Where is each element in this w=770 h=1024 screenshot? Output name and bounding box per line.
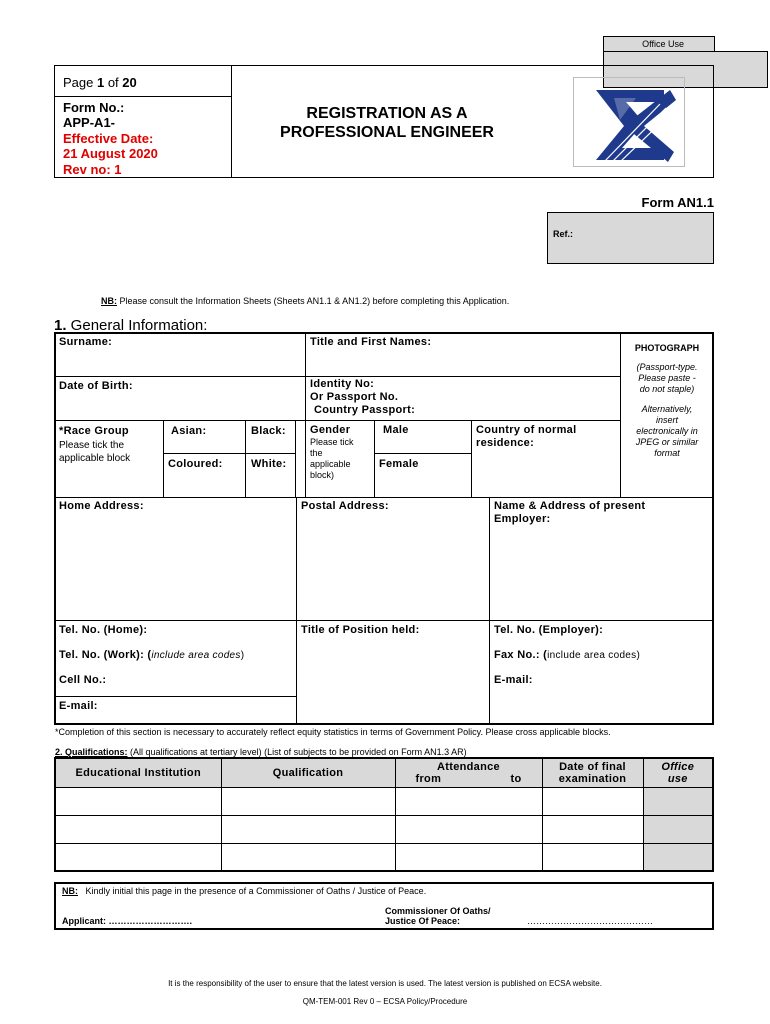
table-row bbox=[55, 787, 713, 815]
ref-field[interactable] bbox=[547, 212, 714, 264]
applicant-signature[interactable]: Applicant: ………………………. bbox=[62, 916, 192, 926]
race-white-option[interactable]: White: bbox=[251, 458, 287, 470]
page-title: REGISTRATION AS A PROFESSIONAL ENGINEER bbox=[280, 105, 494, 141]
gender-male-option[interactable]: Male bbox=[383, 424, 409, 436]
office-use-header bbox=[603, 36, 715, 52]
email-label: E-mail: bbox=[59, 700, 98, 712]
col-office-use: Office use bbox=[643, 758, 713, 787]
qual-cell[interactable] bbox=[395, 815, 542, 843]
cell-label: Cell No.: bbox=[59, 674, 107, 686]
email-employer-label: E-mail: bbox=[494, 674, 533, 686]
commissioner-label: Commissioner Of Oaths/ Justice Of Peace: bbox=[385, 906, 491, 926]
race-tick-hint: Please tick the applicable block bbox=[59, 440, 131, 464]
postal-address-label: Postal Address: bbox=[301, 500, 389, 512]
qual-cell[interactable] bbox=[395, 787, 542, 815]
ref-label: Ref.: bbox=[553, 229, 573, 239]
col-institution: Educational Institution bbox=[55, 758, 221, 787]
postal-address-input[interactable] bbox=[298, 514, 488, 618]
office-cell bbox=[643, 843, 713, 871]
effective-date-label: Effective Date: bbox=[63, 131, 154, 146]
race-group-label: *Race Group bbox=[59, 425, 129, 437]
commissioner-nb: NB: Kindly initial this page in the presence of a Commissioner of Oaths / Justice of Peace. bbox=[62, 886, 427, 896]
gender-female-option[interactable]: Female bbox=[379, 458, 419, 470]
qual-cell[interactable] bbox=[55, 815, 221, 843]
table-row bbox=[55, 815, 713, 843]
gender-tick-hint: Please tick the applicable block) bbox=[310, 437, 354, 480]
section1-heading: 1. General Information: bbox=[54, 317, 208, 334]
effective-date-value: 21 August 2020 bbox=[63, 146, 158, 161]
col-qualification: Qualification bbox=[221, 758, 395, 787]
office-use-label: Office Use bbox=[642, 39, 684, 49]
form-code: Form AN1.1 bbox=[641, 195, 714, 210]
col-attendance: Attendance from to bbox=[395, 758, 542, 787]
home-address-input[interactable] bbox=[56, 514, 294, 618]
qual-cell[interactable] bbox=[542, 815, 643, 843]
race-coloured-option[interactable]: Coloured: bbox=[168, 458, 223, 470]
qual-cell[interactable] bbox=[221, 843, 395, 871]
qual-cell[interactable] bbox=[542, 843, 643, 871]
first-names-input[interactable] bbox=[307, 350, 619, 374]
race-asian-option[interactable]: Asian: bbox=[171, 425, 207, 437]
qual-cell[interactable] bbox=[55, 843, 221, 871]
fax-label: Fax No.: (include area codes) bbox=[494, 649, 641, 661]
qual-cell[interactable] bbox=[221, 815, 395, 843]
table-row bbox=[55, 843, 713, 871]
title-first-names-label: Title and First Names: bbox=[310, 336, 432, 348]
revision-number: Rev no: 1 bbox=[63, 162, 122, 177]
ecsa-logo bbox=[573, 77, 685, 167]
commissioner-signature[interactable]: …………………………………… bbox=[527, 916, 653, 926]
race-black-option[interactable]: Black: bbox=[251, 425, 286, 437]
surname-input[interactable] bbox=[56, 350, 304, 374]
qual-cell[interactable] bbox=[55, 787, 221, 815]
employer-label: Name & Address of present Employer: bbox=[494, 500, 646, 525]
dob-label: Date of Birth: bbox=[59, 380, 133, 392]
employer-input[interactable] bbox=[491, 528, 711, 618]
surname-label: Surname: bbox=[59, 336, 113, 348]
dob-input[interactable] bbox=[56, 394, 304, 418]
identity-label: Identity No: Or Passport No. Country Passport: bbox=[310, 378, 416, 416]
position-label: Title of Position held: bbox=[301, 624, 420, 636]
photograph-box[interactable] bbox=[621, 334, 713, 496]
qualifications-table bbox=[54, 757, 714, 872]
nb-note: NB: Please consult the Information Sheets (Sheets AN1.1 & AN1.2) before completing this Application. bbox=[101, 296, 510, 306]
section2-heading: 2. Qualifications: (All qualifications at tertiary level) (List of subjects to be provided on Form AN1.3 AR) bbox=[55, 747, 467, 757]
col-date-final-exam: Date of final examination bbox=[542, 758, 643, 787]
form-number-value: APP-A1- bbox=[63, 115, 116, 130]
tel-home-label: Tel. No. (Home): bbox=[59, 624, 148, 636]
photograph-instructions: (Passport-type. Please paste - do not staple) Alternatively, insert electronically in JPEG or similar format bbox=[635, 362, 699, 458]
home-address-label: Home Address: bbox=[59, 500, 144, 512]
footer-notice: It is the responsibility of the user to ensure that the latest version is used. The latest version is published on ECSA website. bbox=[168, 979, 602, 988]
office-cell bbox=[643, 787, 713, 815]
qual-cell[interactable] bbox=[395, 843, 542, 871]
completion-note: *Completion of this section is necessary to accurately reflect equity statistics in terms of Government Policy. Please cross applicable blocks. bbox=[55, 727, 611, 737]
country-residence-label: Country of normal residence: bbox=[476, 424, 577, 449]
page-number: Page 1 of 20 bbox=[63, 75, 137, 90]
qual-cell[interactable] bbox=[542, 787, 643, 815]
form-number-label: Form No.: bbox=[63, 100, 125, 115]
tel-employer-label: Tel. No. (Employer): bbox=[494, 624, 604, 636]
qual-cell[interactable] bbox=[221, 787, 395, 815]
gender-label: Gender bbox=[310, 424, 351, 436]
office-cell bbox=[643, 815, 713, 843]
footer-doc-code: QM-TEM-001 Rev 0 – ECSA Policy/Procedure bbox=[302, 997, 468, 1006]
photograph-title: PHOTOGRAPH bbox=[634, 343, 700, 353]
tel-work-label: Tel. No. (Work): (include area codes) bbox=[59, 649, 245, 661]
